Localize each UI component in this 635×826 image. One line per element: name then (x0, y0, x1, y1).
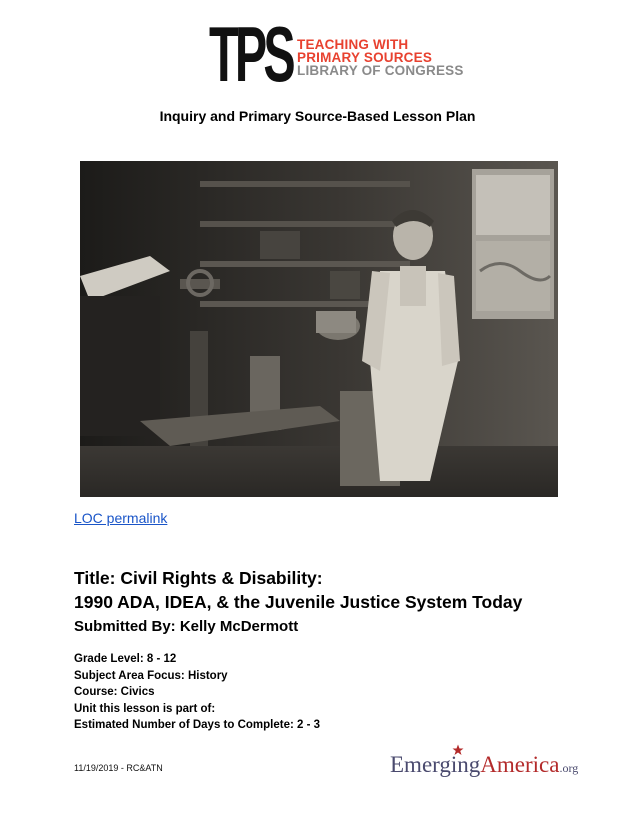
document-subtitle: Inquiry and Primary Source-Based Lesson Plan (159, 108, 476, 124)
unit: Unit this lesson is part of: (74, 702, 216, 715)
footer-date: 11/19/2019 - RC&ATN (74, 763, 163, 773)
star-icon (452, 744, 464, 756)
tps-logo-line3: LIBRARY OF CONGRESS (297, 63, 464, 78)
photo-image-icon (80, 161, 558, 497)
emerging-america-word2: America (480, 752, 560, 777)
course: Course: Civics (74, 686, 155, 698)
lesson-meta (74, 651, 320, 734)
emerging-america-suffix: .org (559, 761, 579, 775)
grade-level: Grade Level: 8 - 12 (74, 653, 177, 665)
historic-workshop-photograph (80, 161, 558, 497)
subject-area: Subject Area Focus: History (74, 669, 228, 682)
tps-logo-text (297, 38, 464, 77)
days-to-complete: Estimated Number of Days to Complete: 2 - 3 (74, 719, 321, 731)
lesson-title-line2: 1990 ADA, IDEA, & the Juvenile Justice System Today (74, 592, 523, 612)
lesson-author: Submitted By: Kelly McDermott (74, 618, 299, 635)
tps-logo-line2: PRIMARY SOURCES (297, 50, 433, 65)
lesson-title-line1: Title: Civil Rights & Disability: (74, 568, 323, 588)
tps-logo (209, 10, 464, 98)
emerging-america-word1: Emerging (390, 752, 481, 777)
lesson-title-block (74, 566, 522, 638)
tps-logo-line1: TEACHING WITH (297, 37, 409, 52)
tps-logo-mark: TPS (209, 10, 292, 98)
loc-permalink-link[interactable]: LOC permalink (74, 510, 168, 526)
emerging-america-logo (390, 752, 578, 778)
